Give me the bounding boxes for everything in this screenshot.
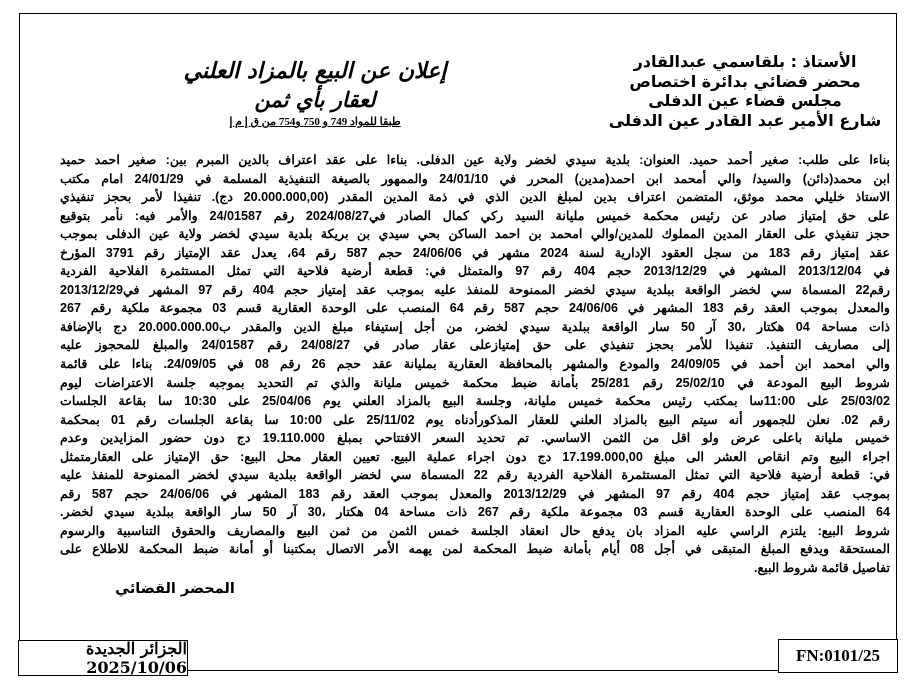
office-line: مجلس قضاء عين الدفلى: [648, 91, 842, 110]
bailiff-office-header: [590, 52, 900, 130]
body-line: إلى مصاريف التنفيذ. تنفيذا للأمر بحجز تنفيذي على حق إمتيازعلى عقار صادر في 24/08/27 رقم 24/01587 والمبلغ للمحجوز عليه: [60, 338, 890, 353]
body-line: شروط البيع المودعة في 25/02/10 رقم 25/281 بأمانة ضبط محكمة خميس مليانة والذي تم التحديد بموجبه جلسة الاعتراضات ليوم: [60, 375, 890, 390]
notice-title: [150, 56, 480, 130]
body-line: 25/03/02 على 11:00سا بمكتب رئيس محكمة خميس مليانة، وجلسة البيع بالمزاد العلني يوم 25/04/06 على 10:30 سا بقاعة الجلسات: [60, 394, 890, 409]
body-line: شروط البيع: يلتزم الراسي عليه المزاد بان يدفع حال انعقاد الجلسة خمس الثمن من ثمن البيع والمصاريف والحقوق التناسبية والرسوم: [60, 523, 890, 538]
body-line: حجز تنفيذي على العقار المدين المملوك للمدين/والي امحمد بن احمد الساكن بحي سيدي بن بريكة بلدية سيدي لخضر ولاية عين الدفلى بموجب: [60, 227, 890, 242]
body-line: تفاصيل قائمة شروط البيع.: [753, 561, 890, 576]
legal-basis: طبقا للمواد 749 و 750 و754 من ق إ م إ: [229, 116, 401, 128]
body-line: في: قطعة أرضية فلاحية التي تمثل المستثمرة الفلاحية الفردية رقم 22 المسماة سي لخضر الواقعة ببلدية سيدي لخضر الممنوحة للمنفذ عليه: [60, 468, 890, 483]
body-line: عقد إمتياز رقم 183 من سجل العقود الإدارية لسنة 2024 مشهر في 24/06/06 حجم 587 رقم 64، يعدل عقد الإمتياز رقم 3791 المؤرخ: [60, 245, 890, 260]
body-line: ابن محمد(دائن) والسيد/ والي أمحمد ابن احمد(مدين) المحرر في 24/01/10 والممهور بالصيغة التنفيذية المسلمة في 24/01/29 امام مكتب: [60, 171, 890, 186]
body-line: 64 المنصب على الوحدة العقارية قسم 03 مجموعة ملكية رقم 267 ذات مساحة 04 هكتار ،30 آر 50 سار الواقعة ببلدية سيدي لخضر.: [60, 505, 890, 520]
body-line: خميس مليانة باعلى عرض ولو اقل من الثمن الاساسي. تم تحديد السعر الافتتاحي بمبلغ 19.110.000 دج دون حضور المزايدين وعدم: [60, 431, 890, 446]
newspaper-date-box: [18, 640, 188, 676]
title-line-2: لعقار بأي ثمن: [254, 87, 376, 112]
newspaper-date: الجزائر الجديدة 2025/10/06: [85, 639, 187, 677]
body-line: ذات مساحة 04 هكتار ،30 آر 50 سار الواقعة ببلدية سيدي لخضر، من أجل إستيفاء مبلغ الدين والمقدر ب20.000.000.00 دج بالإضافة: [60, 319, 890, 334]
body-line: في 2013/12/04 المشهر في 2013/12/29 حجم 404 رقم 97 والمتمثل في: قطعة أرضية فلاحية التي تمثل المستثمرة الفلاحية الفردية: [60, 264, 890, 279]
office-line: شارع الأمير عبد القادر عين الدفلى: [608, 110, 882, 130]
office-line: الأستاذ : بلقاسمي عبدالقادر: [633, 52, 857, 71]
office-line: محضر قضائي بدائرة اختصاص: [629, 71, 861, 91]
body-line: والي امحمد ابن أحمد في 24/09/05 والمودع والمشهر بالمحافظة العقارية بمليانة عقد حجم 26 رقم 08 في 24/09/05. بناءا على قائمة: [60, 357, 890, 372]
title-line-1: إعلان عن البيع بالمزاد العلني: [183, 58, 447, 84]
body-line: على حق إمتياز صادر عن رئيس محكمة خميس مليانة السيد ركي كمال الصادر في2024/08/27 رقم 24/01587 والأمر فيه: نأمر بتوقيع: [60, 208, 890, 223]
body-line: والمعدل بموجب العقد رقم 183 المشهر في 24/06/06 حجم 587 رقم 64 المنصب على الوحدة العقارية قسم 03 مجموعة ملكية رقم 267: [60, 301, 890, 316]
signature: المحضر القضائي: [115, 581, 235, 597]
body-line: رقم 02. نعلن للجمهور أنه سيتم البيع بالمزاد العلني للعقار المذكورأدناه يوم 25/11/02 على 10:00 سا بقاعة الجلسات رقم 01 بمحكمة: [60, 412, 890, 427]
file-number: FN:0101/25: [795, 646, 881, 665]
file-number-box: [778, 639, 898, 673]
body-line: رقم22 المسماة سي لخضر الواقعة ببلدية سيدي لخضر الممنوحة للمنفذ عليه بموجب عقد إمتياز حجم 404 رقم 97 المشهر في2013/12/29: [60, 282, 890, 297]
body-line: بناءا على طلب: صغير أحمد حميد. العنوان: بلدية سيدي لخضر ولاية عين الدفلى. بناءا على عقد اعتراف بالدين المبرم بين: صغير احمد حميد: [60, 153, 890, 167]
body-line: اجراء البيع وتم انقاص العشر الى مبلغ 17.199.000,00 دج دون اجراء عملية البيع. تعيين العقار محل البيع: حق الإمتياز على العقارمتمثل: [60, 449, 890, 464]
body-line: بموجب عقد إمتياز حجم 404 رقم 97 المشهر في 2013/12/29 والمعدل بموجب العقد رقم 183 المشهر في 24/06/06 حجم 587 رقم: [60, 486, 890, 501]
notice-body: [60, 151, 890, 578]
body-line: الاستاذ خليلي محمد موثق، المتضمن اعتراف بدين لمبلغ الدين الذي في ذمة المدين المقدر (20.000.000,00 دج). تنفيذا لأمر بحجز تنفيذي: [60, 190, 890, 205]
body-line: المستحقة ويدفع المبلغ المتبقى في أجل 08 أيام بأمانة ضبط المحكمة لمن يهمه الأمر الاتصال بمكتبنا أو أمانة ضبط المحكمة للاطلاع على: [60, 542, 890, 557]
